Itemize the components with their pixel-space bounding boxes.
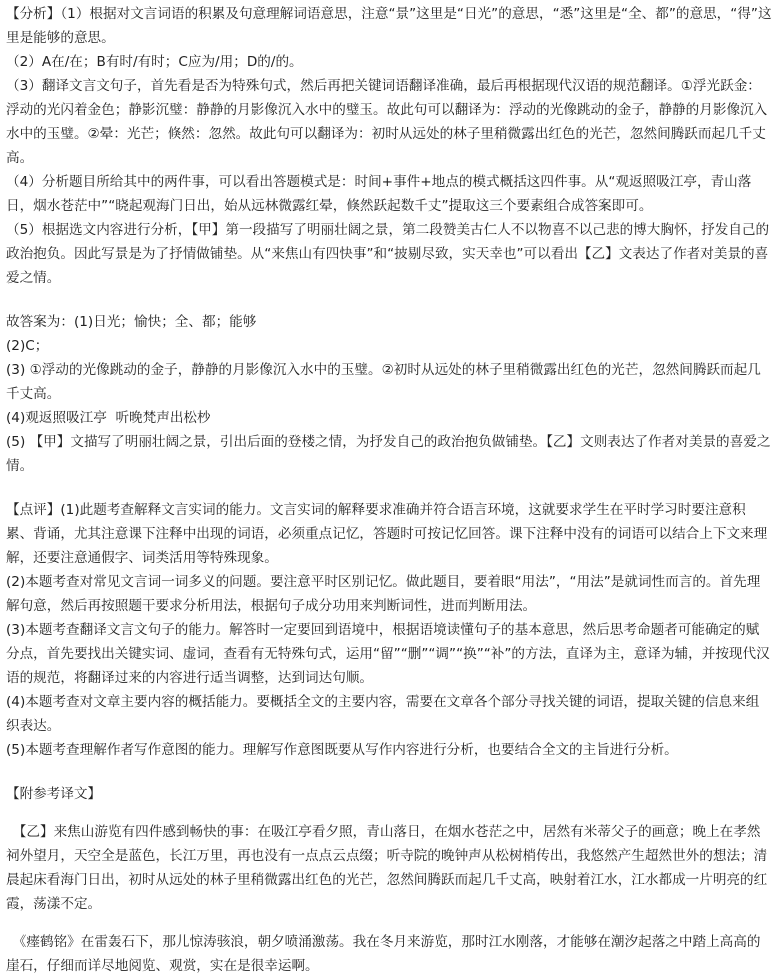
translation-paragraph-1: 【乙】来焦山游览有四件感到畅快的事：在吸江亭看夕照，青山落日，在烟水苍茫之中，居然有米蒂父子的画意；晚上在孝然祠外望月，天空全是蓝色，长江万里，再也没有一点点云点缀；听寺院的晚钟声从松树梢传出，我悠然产生超然世外的想法；清晨起床看海门日出，初时从远处的林子里稍微露出红色的光芒，忽然间腾跃而起几千丈高，映射着江水，江水都成一片明亮的红霞，荡漾不定。 — [6, 824, 768, 912]
comment-paragraph-5: (5)本题考查理解作者写作意图的能力。理解写作意图既要从写作内容进行分析，也要结合全文的主旨进行分析。 — [6, 742, 678, 758]
analysis-paragraph-5: （5）根据选文内容进行分析，【甲】第一段描写了明丽壮阔之景，第二段赞美古仁人不以物喜不以己悲的博大胸怀，抒发自己的政治抱负。因此写景是为了抒情做铺垫。从“来焦山有四快事”和“披剔尽致，实天幸也”可以看出【乙】文表达了作者对美景的喜爱之情。 — [6, 222, 770, 286]
translation-section — [6, 782, 772, 978]
analysis-section — [6, 2, 772, 290]
answer-line-3: (3) ①浮动的光像跳动的金子，静静的月影像沉入水中的玉璧。②初时从远处的林子里稍微露出红色的光芒，忽然间腾跃而起几千丈高。 — [6, 362, 761, 402]
spacer — [6, 762, 772, 782]
comment-paragraph-4: (4)本题考查对文章主要内容的概括能力。要概括全文的主要内容，需要在文章各个部分寻找关键的词语，提取关键的信息来组织表达。 — [6, 694, 760, 734]
analysis-paragraph-4: （4）分析题目所给其中的两件事，可以看出答题模式是：时间+事件+地点的模式概括这四件事。从“观返照吸江亭，青山落日，烟水苍茫中”“晓起观海门日出，始从远林微露红晕，倏然跃起数千丈”提取这三个要素组合成答案即可。 — [6, 174, 752, 214]
comment-paragraph-1: 【点评】(1)此题考查解释文言实词的能力。文言实词的解释要求准确并符合语言环境，这就要求学生在平时学习时要注意积累、背诵，尤其注意课下注释中出现的词语，必须重点记忆，答题时可按记忆回答。课下注释中没有的词语可以结合上下文来理解，还要注意通假字、词类活用等特殊现象。 — [6, 502, 768, 566]
analysis-paragraph-3: （3）翻译文言文句子，首先看是否为特殊句式，然后再把关键词语翻译准确，最后再根据现代汉语的规范翻译。①浮光跃金：浮动的光闪着金色；静影沉璧：静静的月影像沉入水中的璧玉。故此句可以翻译为：浮动的光像跳动的金子，静静的月影像沉入水中的玉璧。②晕：光芒；倏然：忽然。故此句可以翻译为：初时从远处的林子里稍微露出红色的光芒，忽然间腾跃而起几千丈高。 — [6, 78, 768, 166]
spacer — [6, 478, 772, 498]
analysis-paragraph-2: （2）A在/在；B有时/有时；C应为/用；D的/的。 — [6, 54, 303, 70]
comment-paragraph-3: (3)本题考查翻译文言文句子的能力。解答时一定要回到语境中，根据语境读懂句子的基本意思，然后思考命题者可能确定的赋分点，首先要找出关键实词、虚词，查看有无特殊句式，运用“留”“删”“调”“换”“补”的方法，直译为主，意译为辅，并按现代汉语的规范，将翻译过来的内容进行适当调整，达到词达句顺。 — [6, 622, 770, 686]
answer-line-1: 故答案为：(1)日光；愉快；全、都；能够 — [6, 314, 257, 330]
translation-heading: 【附参考译文】 — [6, 786, 102, 802]
analysis-paragraph-1: 【分析】（1）根据对文言词语的积累及句意理解词语意思，注意“景”这里是“日光”的意思，“悉”这里是“全、都”的意思，“得”这里是能够的意思。 — [6, 6, 772, 46]
spacer — [6, 916, 772, 930]
answer-line-2: (2)C； — [6, 338, 49, 354]
comment-paragraph-2: (2)本题考查对常见文言词一词多义的问题。要注意平时区别记忆。做此题目，要着眼“用法”，“用法”是就词性而言的。首先理解句意，然后再按照题干要求分析用法，根据句子成分功用来判断词性，进而判断用法。 — [6, 574, 761, 614]
answer-line-4: (4)观返照吸江亭 听晚梵声出松杪 — [6, 410, 211, 426]
answer-line-5: (5) 【甲】文描写了明丽壮阔之景，引出后面的登楼之情，为抒发自己的政治抱负做铺垫。【乙】文则表达了作者对美景的喜爱之情。 — [6, 434, 771, 474]
comments-section — [6, 498, 772, 762]
translation-paragraph-2: 《瘗鹤铭》在雷轰石下，那儿惊涛骇浪，朝夕喷涌激荡。我在冬月来游览，那时江水刚落，才能够在潮汐起落之中踏上高高的崖石，仔细而详尽地阅览、观赏，实在是很幸运啊。 — [6, 934, 761, 974]
spacer — [6, 290, 772, 310]
spacer — [6, 806, 772, 820]
answers-section — [6, 310, 772, 478]
